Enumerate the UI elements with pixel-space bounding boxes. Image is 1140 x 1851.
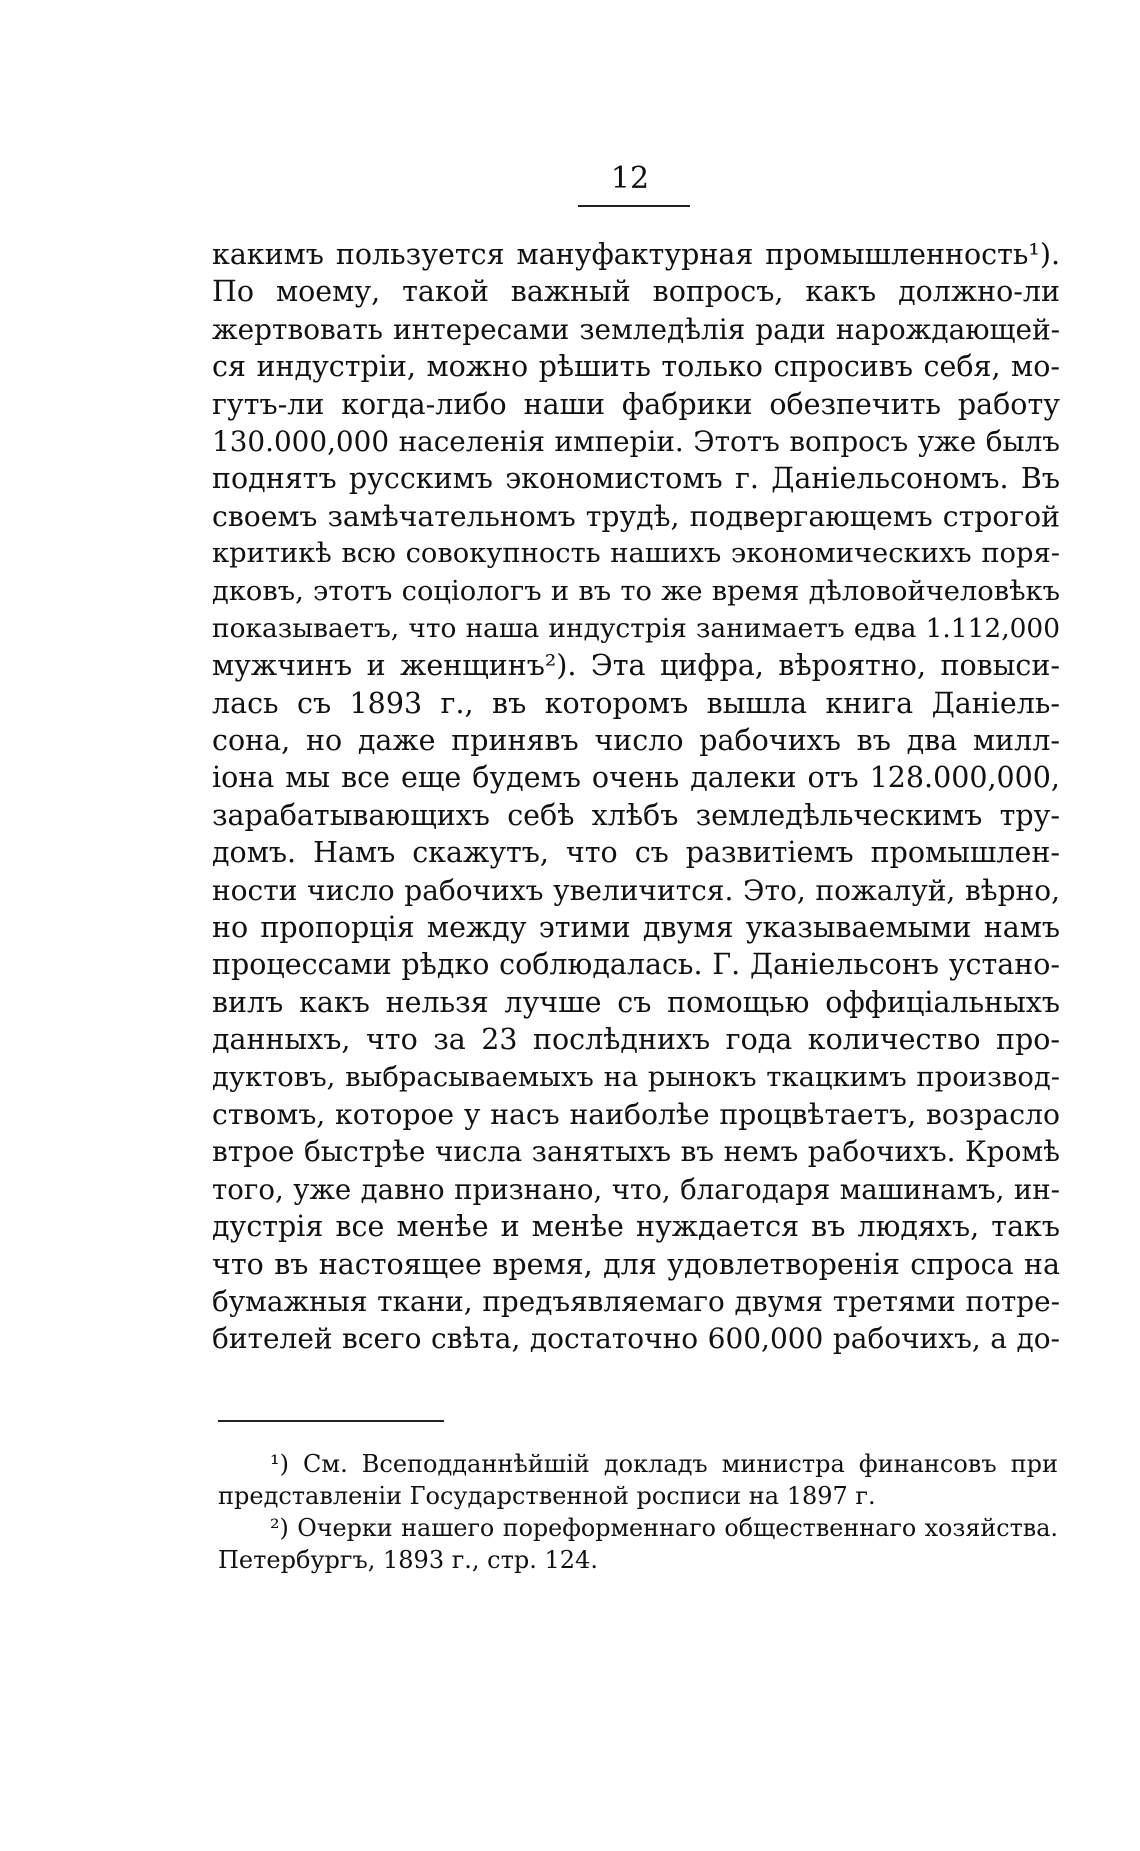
footnote-1-continued: представленіи Государственной росписи на 1897 г. (218, 1482, 876, 1510)
text-line: По моему, такой важный вопросъ, какъ должно-ли (212, 275, 1060, 309)
text-line: данныхъ, что за 23 послѣднихъ года количество про- (212, 1023, 1060, 1057)
text-line: втрое быстрѣе числа занятыхъ въ немъ рабочихъ. Кромѣ (212, 1135, 1060, 1169)
text-line: процессами рѣдко соблюдалась. Г. Даніельсонъ устано- (212, 948, 1060, 982)
text-line: ности число рабочихъ увеличится. Это, пожалуй, вѣрно, (212, 873, 1060, 907)
text-line: мужчинъ и женщинъ²). Эта цифра, вѣроятно, повыси- (212, 649, 1060, 683)
text-line: того, уже давно признано, что, благодаря машинамъ, ин- (212, 1172, 1060, 1206)
text-line: зарабатывающихъ себѣ хлѣбъ земледѣльческимъ тру- (212, 798, 1060, 832)
text-line: критикѣ всю совокупность нашихъ экономическихъ поря- (212, 538, 1060, 570)
text-line: но пропорція между этими двумя указываемыми намъ (212, 911, 1060, 945)
text-line: 130.000,000 населенія имперіи. Этотъ вопросъ уже былъ (212, 424, 1060, 458)
text-line: сона, но даже принявъ число рабочихъ въ два милл- (212, 724, 1060, 758)
text-line: какимъ пользуется мануфактурная промышленность¹). (212, 238, 1060, 271)
text-line: ствомъ, которое у насъ наиболѣе процвѣтаетъ, возрасло (212, 1097, 1060, 1131)
text-line: что въ настоящее время, для удовлетворенія спроса на (212, 1247, 1060, 1281)
text-line: ся индустріи, можно рѣшить только спросивъ себя, мо- (212, 350, 1060, 384)
body-text (212, 236, 1060, 1358)
page-number: 12 (610, 161, 650, 196)
footnotes (218, 1448, 1058, 1576)
text-line: дковъ, этотъ соціологъ и въ то же время дѣловойчеловѣкъ (212, 575, 1060, 607)
text-line: дустрія все менѣе и менѣе нуждается въ людяхъ, такъ (212, 1210, 1060, 1244)
text-line: бумажныя ткани, предъявляемаго двумя третями потре- (212, 1284, 1060, 1318)
text-line: своемъ замѣчательномъ трудѣ, подвергающемъ строгой (212, 499, 1060, 533)
text-line: показываетъ, что наша индустрія занимаетъ едва 1.112,000 (212, 612, 1060, 644)
text-line: вилъ какъ нельзя лучше съ помощью оффиціальныхъ (212, 985, 1060, 1019)
text-line: іона мы все еще будемъ очень далеки отъ 128.000,000, (212, 761, 1060, 795)
footnote-2-continued: Петербургъ, 1893 г., стр. 124. (218, 1546, 598, 1574)
header-rule (578, 205, 690, 207)
text-line: поднятъ русскимъ экономистомъ г. Даніельсономъ. Въ (212, 462, 1060, 496)
text-line: бителей всего свѣта, достаточно 600,000 рабочихъ, а до- (212, 1322, 1060, 1356)
footnote-2: ²) Очерки нашего пореформеннаго общественнаго хозяйства. (270, 1514, 1058, 1542)
text-line: лась съ 1893 г., въ которомъ вышла книга Даніель- (212, 686, 1060, 720)
footnote-1: ¹) См. Всеподданнѣйшій докладъ министра финансовъ при (270, 1450, 1058, 1478)
text-line: дуктовъ, выбрасываемыхъ на рынокъ ткацкимъ производ- (212, 1061, 1060, 1093)
footnote-rule (218, 1420, 444, 1422)
text-line: жертвовать интересами земледѣлія ради нарождающей- (212, 312, 1060, 346)
text-line: гутъ-ли когда-либо наши фабрики обезпечить работу (212, 387, 1060, 421)
text-line: домъ. Намъ скажутъ, что съ развитіемъ промышлен- (212, 836, 1060, 870)
